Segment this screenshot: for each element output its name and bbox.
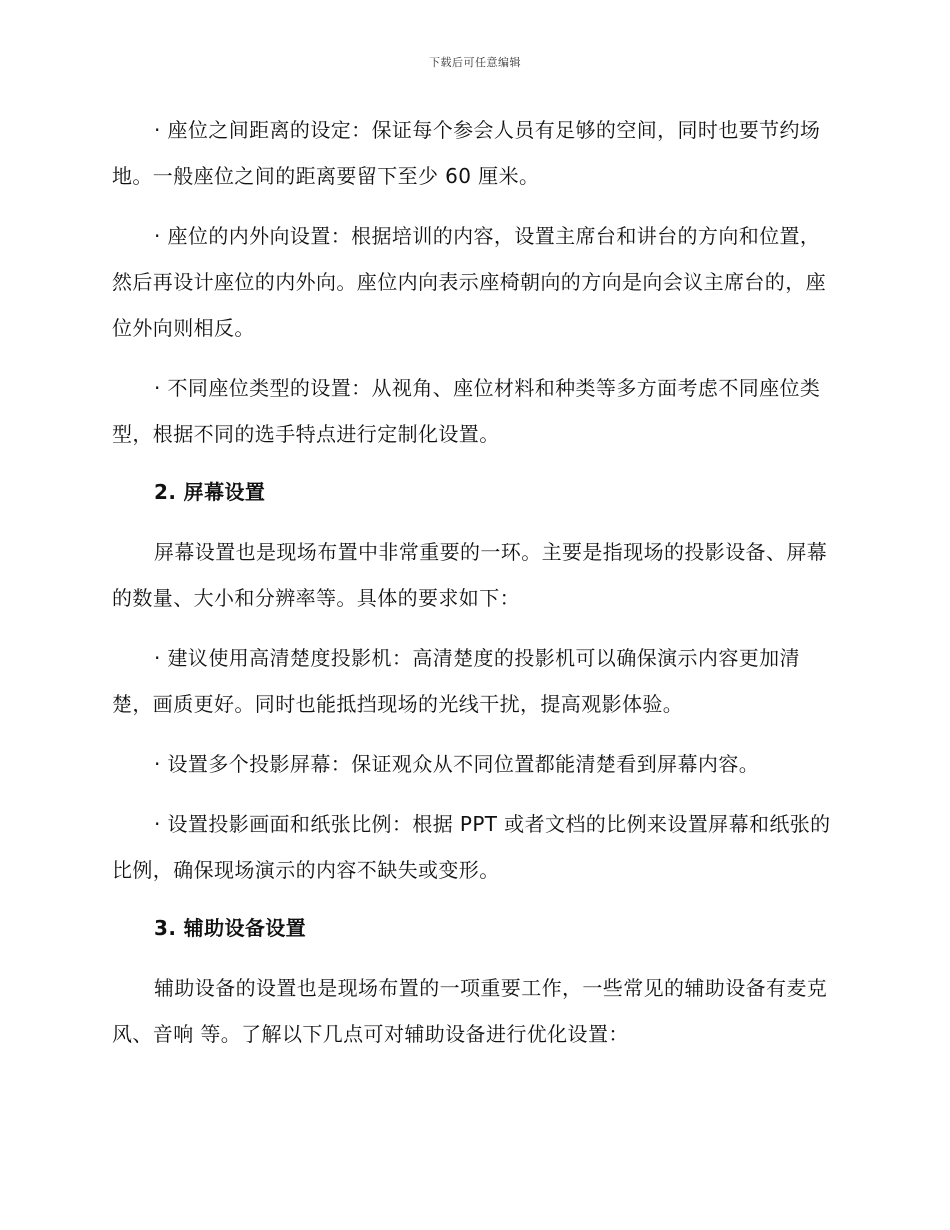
document-body	[112, 107, 832, 1071]
paragraph-seat-types: · 不同座位类型的设置：从视角、座位材料和种类等多方面考虑不同座位类型，根据不同的选手特点进行定制化设置。	[112, 376, 821, 446]
heading-screen-settings: 2. 屏幕设置	[154, 480, 266, 504]
paragraph-multiple-screens: · 设置多个投影屏幕：保证观众从不同位置都能清楚看到屏幕内容。	[154, 752, 760, 776]
paragraph-screen-intro: 屏幕设置也是现场布置中非常重要的一环。主要是指现场的投影设备、屏幕的数量、大小和分辨率等。具体的要求如下：	[112, 540, 828, 610]
paragraph-seat-orientation: · 座位的内外向设置：根据培训的内容，设置主席台和讲台的方向和位置，然后再设计座位的内外向。座位内向表示座椅朝向的方向是向会议主席台的，座位外向则相反。	[112, 224, 826, 340]
paragraph-seat-distance: · 座位之间距离的设定：保证每个参会人员有足够的空间，同时也要节约场地。一般座位之间的距离要留下至少 60 厘米。	[112, 118, 821, 188]
paragraph-screen-ratio: · 设置投影画面和纸张比例：根据 PPT 或者文档的比例来设置屏幕和纸张的比例，确保现场演示的内容不缺失或变形。	[112, 812, 831, 882]
header-note: 下载后可任意编辑	[429, 56, 521, 69]
heading-auxiliary-devices: 3. 辅助设备设置	[154, 916, 307, 940]
paragraph-hd-projector: · 建议使用高清楚度投影机：高清楚度的投影机可以确保演示内容更加清楚，画质更好。同时也能抵挡现场的光线干扰，提高观影体验。	[112, 646, 800, 716]
paragraph-auxiliary-intro: 辅助设备的设置也是现场布置的一项重要工作，一些常见的辅助设备有麦克风、音响 等。了解以下几点可对辅助设备进行优化设置：	[112, 976, 828, 1046]
